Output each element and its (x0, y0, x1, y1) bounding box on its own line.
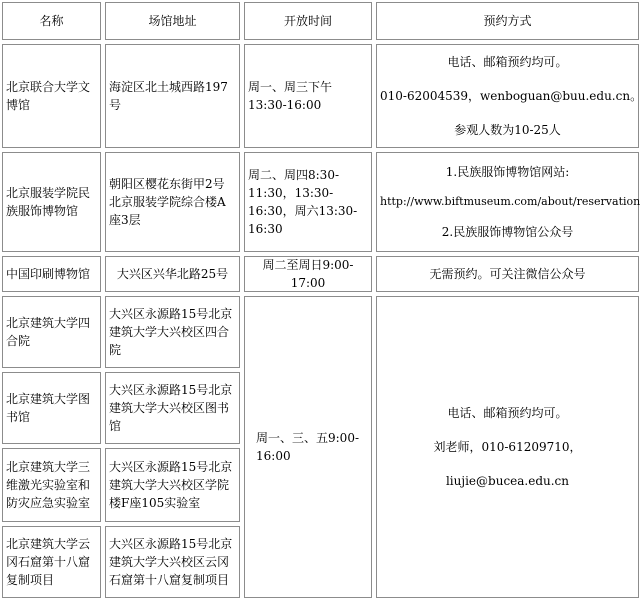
row-4-name: 北京建筑大学四合院 (2, 296, 101, 368)
header-name: 名称 (2, 2, 101, 40)
row-3-address: 大兴区兴华北路25号 (105, 256, 240, 292)
row-2-hours: 周二、周四8:30-11:30，13:30-16:30，周六13:30-16:30 (244, 152, 372, 252)
row-3-booking: 无需预约。可关注微信公众号 (376, 256, 639, 292)
row-2-name: 北京服装学院民族服饰博物馆 (2, 152, 101, 252)
header-hours: 开放时间 (244, 2, 372, 40)
row-1-booking: 电话、邮箱预约均可。 010-62004539，wenboguan@buu.edu.cn。 参观人数为10-25人 (376, 44, 639, 148)
row-2-booking: 1.民族服饰博物馆网站: http://www.biftmuseum.com/about/reservation 2.民族服饰博物馆公众号 (376, 152, 639, 252)
row-1-hours: 周一、周三下午13:30-16:00 (244, 44, 372, 148)
row-1-name: 北京联合大学文博馆 (2, 44, 101, 148)
row-3-hours: 周二至周日9:00-17:00 (244, 256, 372, 292)
row-7-address: 大兴区永源路15号北京建筑大学大兴校区云冈石窟第十八窟复制项目 (105, 526, 240, 598)
row-7-name: 北京建筑大学云冈石窟第十八窟复制项目 (2, 526, 101, 598)
merged-booking: 电话、邮箱预约均可。 刘老师，010-61209710， liujie@bucea.edu.cn (376, 296, 639, 598)
row-1-address: 海淀区北土城西路197号 (105, 44, 240, 148)
row-2-address: 朝阳区樱花东街甲2号北京服装学院综合楼A座3层 (105, 152, 240, 252)
header-booking: 预约方式 (376, 2, 639, 40)
merged-hours: 周一、三、五9:00-16:00 (244, 296, 372, 598)
row-4-address: 大兴区永源路15号北京建筑大学大兴校区四合院 (105, 296, 240, 368)
row-5-address: 大兴区永源路15号北京建筑大学大兴校区图书馆 (105, 372, 240, 444)
row-5-name: 北京建筑大学图书馆 (2, 372, 101, 444)
row-6-name: 北京建筑大学三维激光实验室和防灾应急实验室 (2, 448, 101, 522)
row-6-address: 大兴区永源路15号北京建筑大学大兴校区学院楼F座105实验室 (105, 448, 240, 522)
row-3-name: 中国印刷博物馆 (2, 256, 101, 292)
header-address: 场馆地址 (105, 2, 240, 40)
